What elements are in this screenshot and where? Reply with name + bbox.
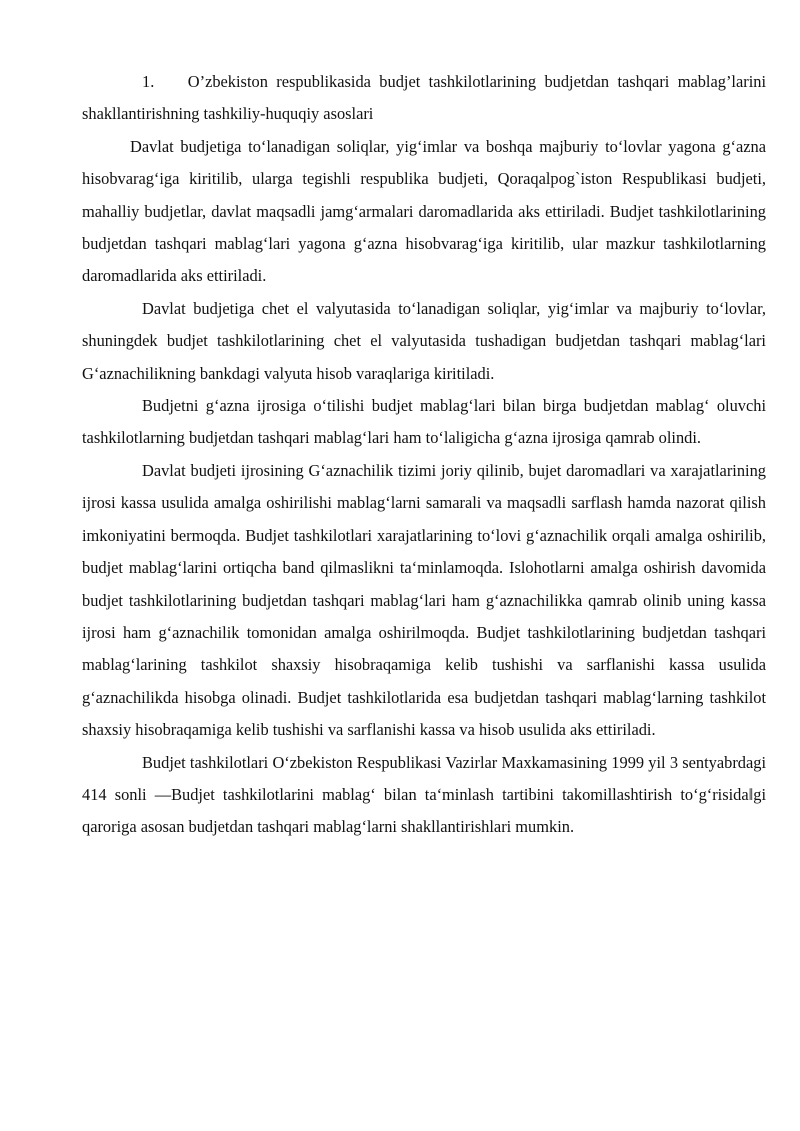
paragraph-2: Davlat budjetiga chet el valyutasida to‘lanadigan soliqlar, yig‘imlar va majburiy to‘lovlar, shuningdek budjet tashkilotlarining chet el valyutasida tushadigan budjetdan tashqari mablag‘lari G‘aznachilikning bankdagi valyuta hisob varaqlariga kiritiladi. [82,298,766,383]
paragraph-4: Davlat budjeti ijrosining G‘aznachilik tizimi joriy qilinib, bujet daromadlari va xarajatlarining ijrosi kassa usulida amalga oshirilishi mablag‘larni samarali va maqsadli sarflash hamda nazorat qilish imkoniyatini bermoqda. Budjet tashkilotlari xarajatlarining to‘lovi g‘aznachilik orqali amalga oshirilib, budjet mablag‘larini ortiqcha band qilmaslikni ta‘minlamoqda. Islohotlarni amalga oshirish davomida budjet tashkilotlarining budjetdan tashqari mablag‘lari ham g‘aznachilikka qamrab olinib uning kassa ijrosi ham g‘aznachilik tomonidan amalga oshirilmoqda. Budjet tashkilotlarining budjetdan tashqari mablag‘larining tashkilot shaxsiy hisobraqamiga kelib tushishi va sarflanishi kassa usulida g‘aznachilikda hisobga olinadi. Budjet tashkilotlarida esa budjetdan tashqari mablag‘larning tashkilot shaxsiy hisobraqamiga kelib tushishi va sarflanishi kassa va hisob usulida aks ettiriladi. [82,460,766,740]
paragraph-5: Budjet tashkilotlari O‘zbekiston Respublikasi Vazirlar Maxkamasining 1999 yil 3 sentyabrdagi 414 sonli ―Budjet tashkilotlarini mablag‘ bilan ta‘minlash tartibini takomillashtirish to‘g‘risida‖gi qaroriga asosan budjetdan tashqari mablag‘larni shakllantirishlari mumkin. [82,752,766,837]
document-page [82,66,766,844]
paragraph-1: Davlat budjetiga to‘lanadigan soliqlar, yig‘imlar va boshqa majburiy to‘lovlar yagona g‘azna hisobvarag‘iga kiritilib, ularga tegishli respublika budjeti, Qoraqalpog`iston Respublikasi budjeti, mahalliy budjetlar, davlat maqsadli jamg‘armalari daromadlarida aks ettiriladi. Budjet tashkilotlarining budjetdan tashqari mablag‘lari yagona g‘azna hisobvarag‘iga kiritilib, ular mazkur tashkilotlarning daromadlarida aks ettiriladi. [82,136,766,286]
section-heading: 1. O’zbekiston respublikasida budjet tashkilotlarining budjetdan tashqari mablag’larini shakllantirishning tashkiliy-huquqiy asoslari [82,72,766,124]
paragraph-3: Budjetni g‘azna ijrosiga o‘tilishi budjet mablag‘lari bilan birga budjetdan mablag‘ oluvchi tashkilotlarning budjetdan tashqari mablag‘lari ham to‘laligicha g‘azna ijrosiga qamrab olindi. [82,396,766,448]
